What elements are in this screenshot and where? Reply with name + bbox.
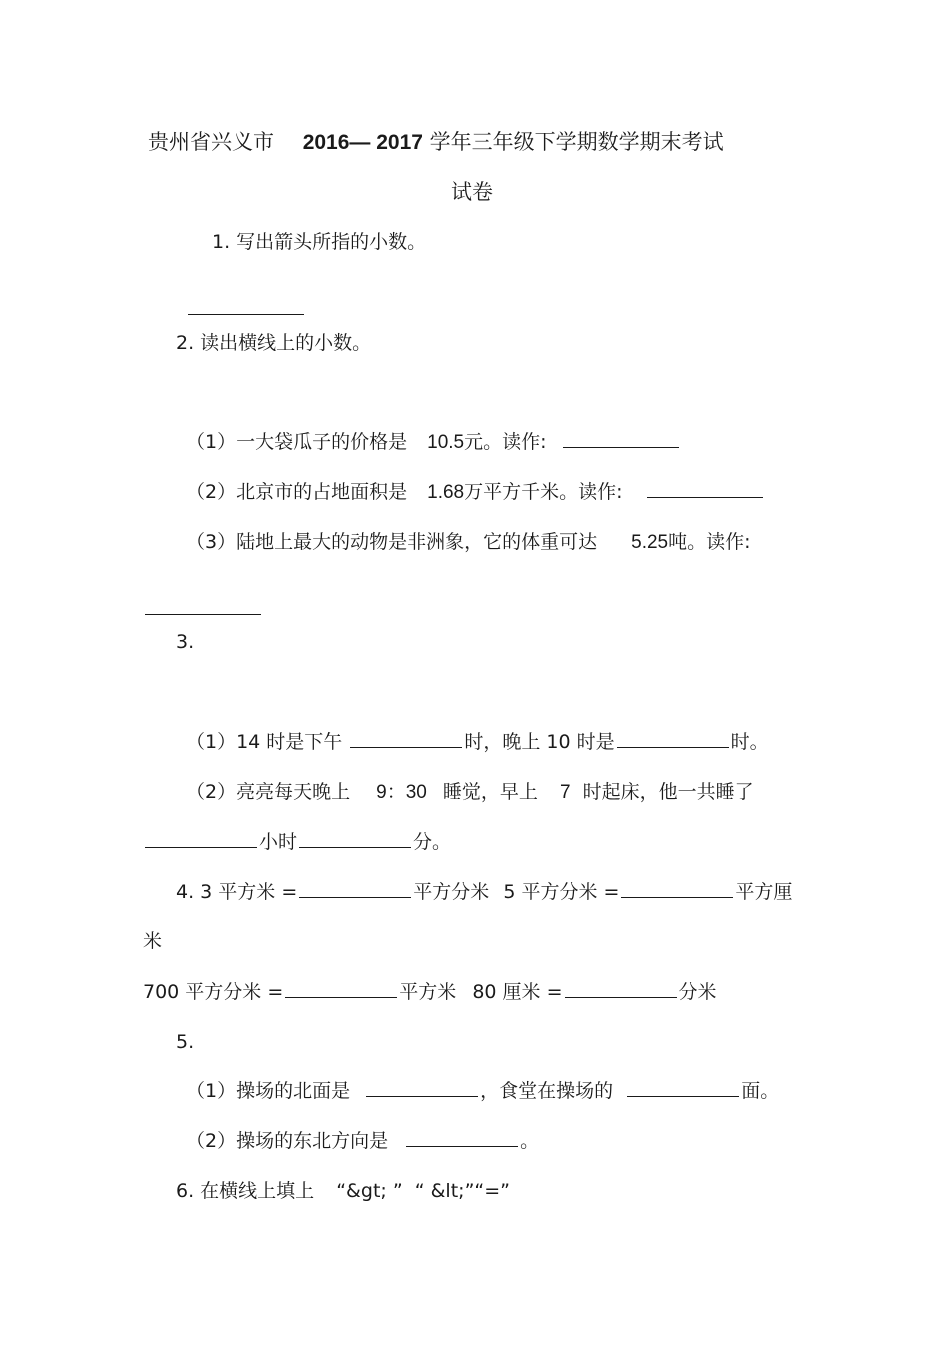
q5-item-2-text-b: 。 xyxy=(520,1130,540,1152)
q4-text-e: 米 xyxy=(143,930,163,952)
q4-text-b: 平方分米 xyxy=(413,881,490,903)
q3-item-2-blank-minutes[interactable] xyxy=(299,846,411,848)
q5-item-1-blank-2[interactable] xyxy=(627,1095,739,1097)
q5-item-1-blank-1[interactable] xyxy=(366,1095,478,1097)
question-4-line-1 xyxy=(176,883,792,902)
q3-item-2 xyxy=(186,783,754,802)
q5-item-1-text-c: 面。 xyxy=(741,1080,780,1102)
q2-item-2-suffix: 万平方千米。读作: xyxy=(464,481,623,503)
q3-item-1-text-d: 时。 xyxy=(730,731,769,753)
q6-symbol-gt: “&gt; ” xyxy=(336,1180,403,1202)
q4-blank-2[interactable] xyxy=(621,896,733,898)
q6-symbol-eq: “=” xyxy=(474,1180,511,1202)
q5-item-2-blank[interactable] xyxy=(406,1145,518,1147)
q5-item-1-text-a: （1）操场的北面是 xyxy=(186,1080,351,1102)
q2-item-3-blank[interactable] xyxy=(143,600,263,619)
q2-item-3-suffix: 吨。读作: xyxy=(668,531,751,553)
question-3: 3. xyxy=(176,631,195,653)
q5-item-2 xyxy=(186,1132,539,1151)
title-years: 2016— 2017 xyxy=(302,131,423,154)
q4-text-c: 5 平方分米 = xyxy=(503,881,620,903)
q1-answer-blank[interactable] xyxy=(186,300,306,319)
question-6 xyxy=(176,1182,510,1201)
q3-item-1-text-a: （1）14 时是下午 xyxy=(186,731,343,753)
q3-item-2-text-a: （2）亮亮每天晚上 xyxy=(186,781,351,803)
q3-item-1-blank-2[interactable] xyxy=(617,746,729,748)
question-1: 1. 写出箭头所指的小数。 xyxy=(212,231,427,253)
q4-blank-1[interactable] xyxy=(299,896,411,898)
q4-text-f: 700 平方分米 = xyxy=(143,981,284,1003)
title-suffix: 学年三年级下学期数学期末考试 xyxy=(429,130,724,154)
q2-item-2-number: 1.68 xyxy=(427,482,465,503)
q4-text-i: 分米 xyxy=(678,981,717,1003)
page-title-line2: 试卷 xyxy=(451,180,493,204)
question-2: 2. 读出横线上的小数。 xyxy=(176,332,372,354)
q2-item-1 xyxy=(186,433,681,452)
q6-text-a: 6. 在横线上填上 xyxy=(176,1180,315,1202)
q3-item-2-text-c: 睡觉，早上 xyxy=(442,781,538,803)
title-prefix: 贵州省兴义市 xyxy=(148,130,274,154)
q4-text-d: 平方厘 xyxy=(735,881,793,903)
q3-item-1-text-b: 时，晚上 xyxy=(464,731,541,753)
q2-item-1-number: 10.5 xyxy=(427,432,465,453)
q3-item-1 xyxy=(186,733,769,752)
q4-blank-4[interactable] xyxy=(565,996,677,998)
q2-item-1-suffix: 元。读作: xyxy=(464,431,547,453)
q2-item-3 xyxy=(186,533,751,552)
q3-item-1-text-c: 10 时是 xyxy=(546,731,615,753)
q3-item-2-hour: 7 xyxy=(559,782,571,803)
q2-item-2 xyxy=(186,483,765,502)
q3-item-2-text-e: 时起床，他一共睡了 xyxy=(582,781,754,803)
q5-item-1 xyxy=(186,1082,779,1101)
question-5: 5. xyxy=(176,1031,195,1053)
q3-item-2-time: 9：30 xyxy=(376,782,427,803)
q2-item-1-text: （1）一大袋瓜子的价格是 xyxy=(186,431,408,453)
question-4-line-2 xyxy=(143,983,717,1002)
q4-text-h: 80 厘米 = xyxy=(472,981,563,1003)
q2-item-3-number: 5.25 xyxy=(631,532,669,553)
q5-item-2-text-a: （2）操场的东北方向是 xyxy=(186,1130,389,1152)
q3-item-2-text-g: 分。 xyxy=(413,831,452,853)
q6-symbol-lt: “ &lt;” xyxy=(414,1180,475,1202)
q5-item-1-text-b: ，食堂在操场的 xyxy=(480,1080,614,1102)
q2-item-2-text: （2）北京市的占地面积是 xyxy=(186,481,408,503)
q3-item-2-text-f: 小时 xyxy=(259,831,298,853)
q4-text-g: 平方米 xyxy=(399,981,457,1003)
q2-item-2-blank[interactable] xyxy=(647,496,763,498)
q2-item-1-blank[interactable] xyxy=(563,446,679,448)
q2-item-3-text: （3）陆地上最大的动物是非洲象，它的体重可达 xyxy=(186,531,598,553)
page-title xyxy=(148,132,724,153)
q4-text-a: 4. 3 平方米 = xyxy=(176,881,298,903)
q3-item-2-cont xyxy=(143,833,451,852)
q3-item-2-blank-hours[interactable] xyxy=(145,846,257,848)
q4-blank-3[interactable] xyxy=(285,996,397,998)
q3-item-1-blank-1[interactable] xyxy=(350,746,462,748)
